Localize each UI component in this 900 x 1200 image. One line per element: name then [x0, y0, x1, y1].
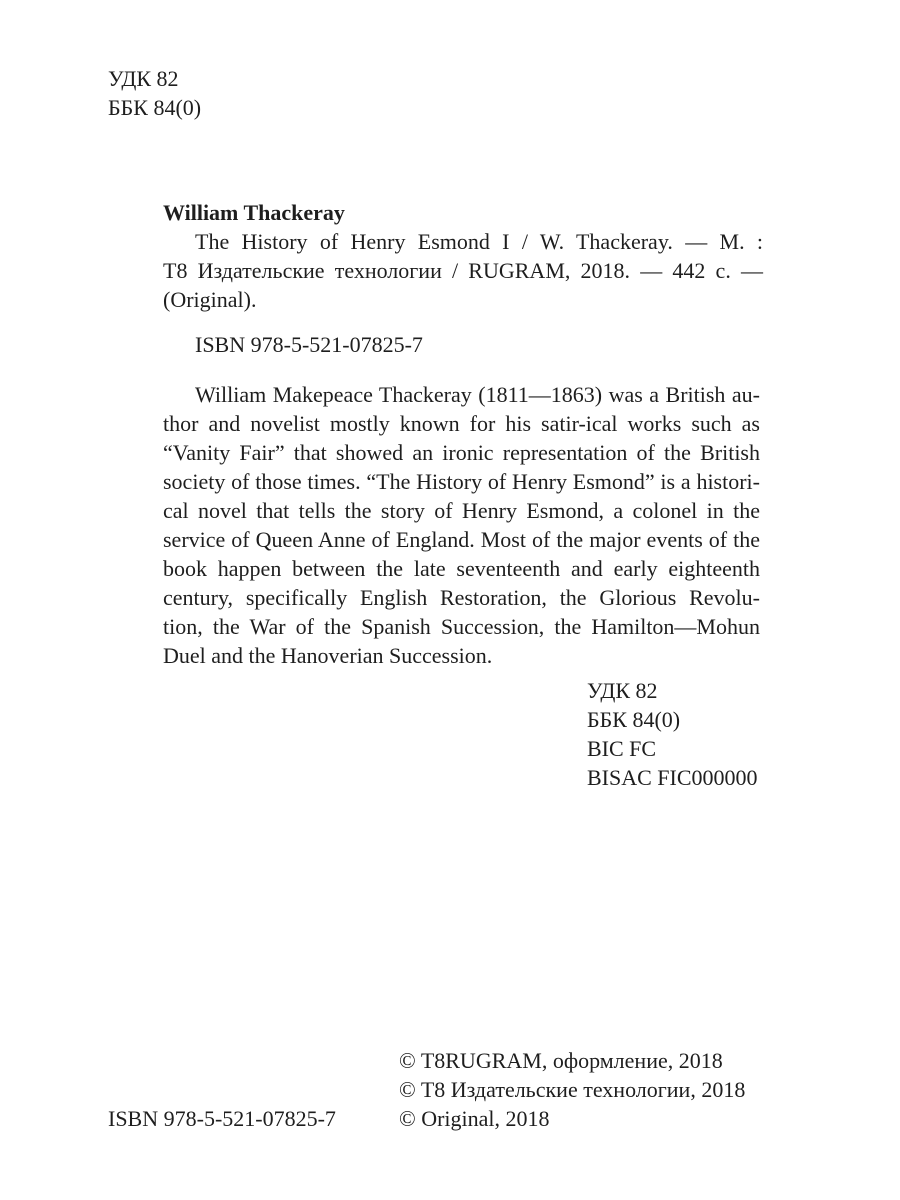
annotation-line: cal novel that tells the story of Henry Esmond, a colonel in the [163, 498, 760, 523]
top-classification-codes [108, 64, 201, 122]
annotation-line: Duel and the Hanoverian Succession. [163, 643, 493, 668]
copyright-line: © Original, 2018 [399, 1106, 550, 1131]
annotation-line: tion, the War of the Spanish Succession, the Hamilton—Mohun [163, 614, 760, 639]
catalog-publisher-line: T8 Издательские технологии / RUGRAM, 2018. — 442 с. — [163, 258, 763, 283]
catalog-title-line: The History of Henry Esmond I / W. Thackeray. — M. : [195, 229, 763, 254]
bottom-classification-codes [587, 676, 758, 792]
udk-code: УДК 82 [587, 678, 658, 703]
copyright-line: © T8 Издательские технологии, 2018 [399, 1077, 746, 1102]
annotation-line: society of those times. “The History of Henry Esmond” is a histori- [163, 469, 760, 494]
bbk-code: ББК 84(0) [587, 707, 681, 732]
catalog-record [163, 198, 763, 314]
copyright-line: © T8RUGRAM, оформление, 2018 [399, 1048, 723, 1073]
udk-code: УДК 82 [108, 66, 179, 91]
annotation-line: book happen between the late seventeenth and early eighteenth [163, 556, 760, 581]
annotation-line: century, specifically English Restoration, the Glorious Revolu- [163, 585, 760, 610]
annotation-paragraph [163, 380, 760, 670]
annotation-line: service of Queen Anne of England. Most of the major events of the [163, 527, 760, 552]
copyright-notices [399, 1046, 745, 1133]
annotation-line: thor and novelist mostly known for his satir-ical works such as [163, 411, 760, 436]
bic-code: BIC FC [587, 736, 657, 761]
bbk-code: ББК 84(0) [108, 95, 202, 120]
annotation-line: “Vanity Fair” that showed an ironic representation of the British [163, 440, 760, 465]
isbn-text: ISBN 978-5-521-07825-7 [108, 1106, 336, 1131]
isbn-text: ISBN 978-5-521-07825-7 [195, 332, 423, 357]
isbn-bottom [108, 1104, 336, 1133]
bisac-code: BISAC FIC000000 [587, 765, 758, 790]
isbn-main [195, 330, 423, 359]
author-name: William Thackeray [163, 200, 345, 225]
annotation-line: William Makepeace Thackeray (1811—1863) was a British au- [195, 382, 760, 407]
catalog-series-line: (Original). [163, 287, 257, 312]
